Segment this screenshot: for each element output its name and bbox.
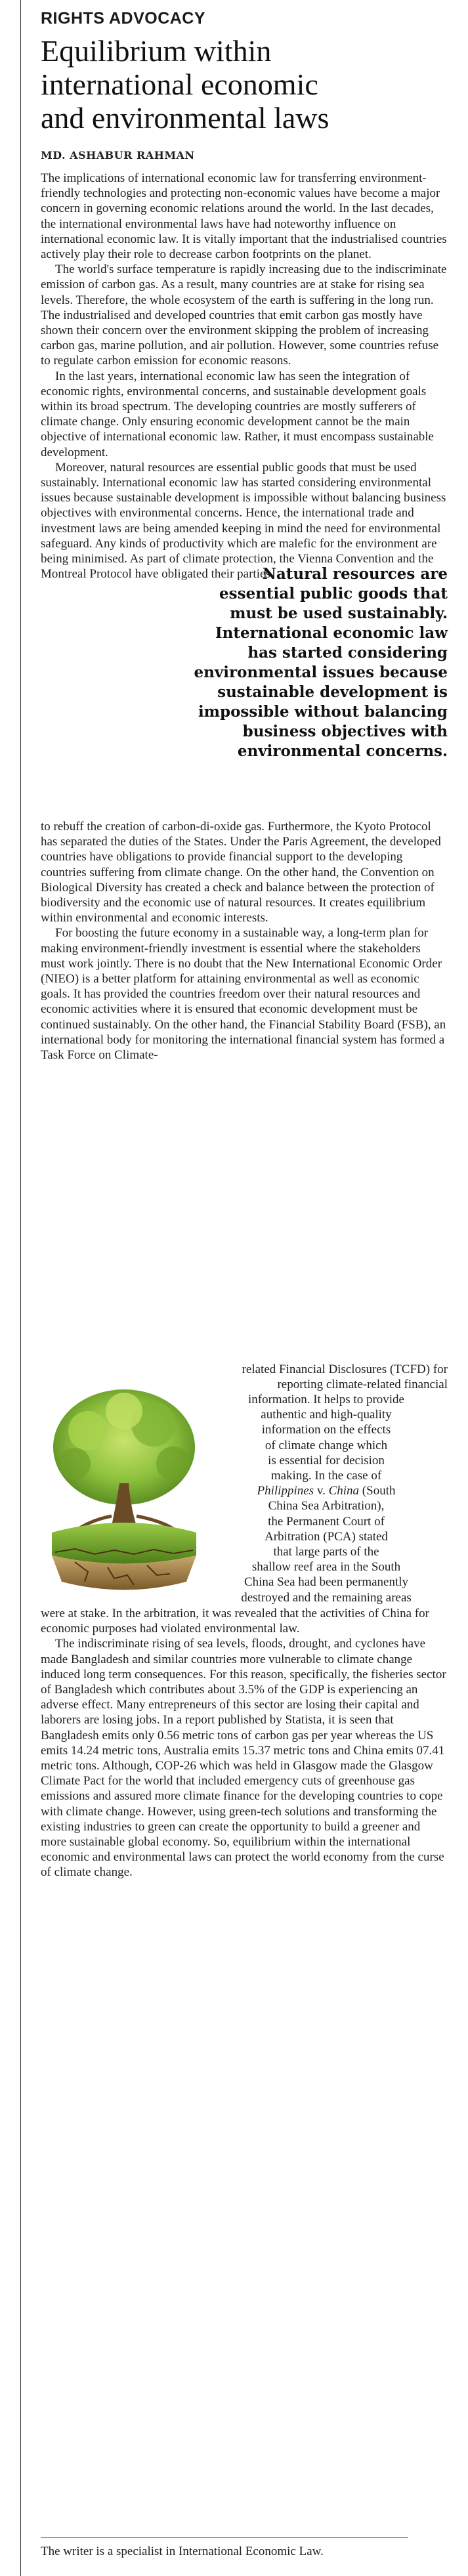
section-kicker: RIGHTS ADVOCACY	[41, 9, 206, 28]
headline-line: Equilibrium within	[41, 34, 272, 68]
text-line: China Sea had been permanently	[244, 1575, 409, 1590]
pull-quote-line: environmental issues because	[194, 664, 448, 681]
pull-quote-line: must be used sustainably.	[230, 604, 448, 622]
case-name-2: China	[328, 1484, 360, 1498]
paragraph: Moreover, natural resources are essential public goods that must be used sustainably. International economic law has started considering environmental issues because sustainable development is impossible without balancing business objectives with environmental concerns. Hence, the international trade and investment laws are being amended keeping in mind the need for environmental safeguard. Any kinds of productivity which are malefic for the environment are being minimised. As part of climate protection, the Vienna Convention and the Montreal Protocol have obligated their parties	[41, 460, 446, 581]
article	[41, 0, 448, 2576]
body-section-2	[41, 819, 448, 1063]
paragraph: In the last years, international economic law has seen the integration of economic rights, environmental concerns, and sustainable development goals within its broad spectrum. The developing countries are mostly sufferers of climate change. Only ensuring economic development cannot be the main objective of international economic law. Rather, it must encompass sustainable development.	[41, 369, 434, 459]
byline: MD. ASHABUR RAHMAN	[41, 149, 195, 161]
pull-quote-line: has started considering	[247, 644, 448, 662]
author-note: The writer is a specialist in International Economic Law.	[41, 2544, 324, 2558]
paragraph: The indiscriminate rising of sea levels, floods, drought, and cyclones have made Bangladesh and similar countries more vulnerable to climate change induced long term consequences. For this reason, specifically, the fisheries sector of Bangladesh which contributes about 3.5% of the GDP is experiencing an adverse effect. Many entrepreneurs of this sector are losing their capital and laborers are losing jobs. In a report published by Statista, it is seen that Bangladesh emits only 0.56 metric tons of carbon gas per year whereas the US emits 14.24 metric tons, Australia emits 15.37 metric tons and China emits 07.41 metric tons. Although, COP-26 which was held in Glasgow made the Glasgow Climate Pact for the world that included emergency cuts of greenhouse gas emissions and assured more climate finance for the developing countries to cope with climate change. However, using green-tech solutions and transforming the existing industries to green can create the opportunity to build a greener and more sustainable global economy. So, equilibrium within the international economic and environmental laws can protect the world economy from the curse of climate change.	[41, 1637, 446, 1880]
headline-line: and environmental laws	[41, 101, 330, 135]
pull-quote	[80, 564, 448, 761]
pull-quote-line: Natural resources are	[262, 565, 448, 583]
text-line: that large parts of the	[273, 1545, 379, 1559]
paragraph: The implications of international economic law for transferring environment-friendly technologies and protecting non-economic values have become a major concern in governing economic relations around the world. In the last decades, the international environmental laws have had noteworthy influence on international economic law. It is vitally important that the industrialised countries actively play their role to decrease carbon footprints on the planet.	[41, 171, 447, 262]
case-name-1: Philippines	[257, 1484, 314, 1498]
article-illustration	[49, 1385, 200, 1594]
text-line: related Financial Disclosures (TCFD) for	[242, 1362, 448, 1376]
text-line: the Permanent Court of	[268, 1514, 385, 1529]
text-line: authentic and high-quality	[261, 1408, 392, 1422]
text-line: information on the effects	[261, 1423, 391, 1437]
pull-quote-line: environmental concerns.	[237, 742, 448, 760]
footer-divider	[41, 2537, 408, 2538]
pull-quote-line: International economic law	[215, 624, 448, 642]
pull-quote-line: essential public goods that	[219, 585, 448, 602]
tree-earth-icon	[49, 1385, 200, 1594]
body-section-1	[41, 171, 448, 581]
text-line: destroyed and the remaining areas	[241, 1590, 412, 1605]
pull-quote-line: impossible without balancing	[198, 703, 448, 721]
paragraph: to rebuff the creation of carbon-di-oxide gas. Furthermore, the Kyoto Protocol has separated the duties of the States. Under the Paris Agreement, the developed countries have obligations to provide financial support to the developing countries suffering from climate change. On the other hand, the Convention on Biological Diversity has created a check and balance between the protection of biodiversity and the economic use of natural resources. It creates equilibrium within environmental and economic interests.	[41, 820, 441, 925]
body-section-3	[41, 1606, 448, 1880]
headline	[41, 34, 448, 135]
case-suffix: (South	[359, 1484, 396, 1498]
text-line: China Sea Arbitration),	[268, 1499, 385, 1513]
pull-quote-line: business objectives with	[242, 723, 448, 740]
headline-line: international economic	[41, 68, 318, 101]
text-line: of climate change which	[265, 1438, 388, 1452]
text-line: making. In the case of	[270, 1469, 382, 1483]
text-line	[205, 1483, 448, 1498]
case-connector: v.	[314, 1484, 329, 1498]
text-line: shallow reef area in the South	[251, 1560, 401, 1574]
text-line: Arbitration (PCA) stated	[265, 1529, 388, 1544]
paragraph: For boosting the future economy in a sustainable way, a long-term plan for making environment-friendly investment is essential where the stakeholders must work jointly. There is no doubt that the New International Economic Order (NIEO) is a better platform for attaining environmental as well as economic goals. It has provided the countries freedom over their natural resources and economic activities where it is ensured that economic development must be continued sustainably. On the other hand, the Financial Stability Board (FSB), an international body for monitoring the international financial system has formed a Task Force on Climate-	[41, 926, 446, 1063]
text-line: information. It helps to provide	[248, 1393, 404, 1406]
text-line: is essential for decision	[268, 1453, 385, 1467]
pull-quote-line: sustainable development is	[217, 683, 448, 701]
text-line: reporting climate-related financial	[277, 1378, 448, 1392]
paragraph: The world's surface temperature is rapidly increasing due to the indiscriminate emission of carbon gas. As a result, many countries are at stake for rising sea levels. Therefore, the whole ecosystem of the earth is suffering in the long run. The industrialised and developed countries that emit carbon gas mostly have shown their concern over the environment skipping the problem of increasing carbon gas, marine pollution, and air pollution. However, some countries refuse to regulate carbon emission for economic reasons.	[41, 263, 447, 368]
column-rule	[20, 0, 21, 2576]
paragraph: were at stake. In the arbitration, it was revealed that the activities of China for economic purposes had violated environmental law.	[41, 1607, 429, 1636]
